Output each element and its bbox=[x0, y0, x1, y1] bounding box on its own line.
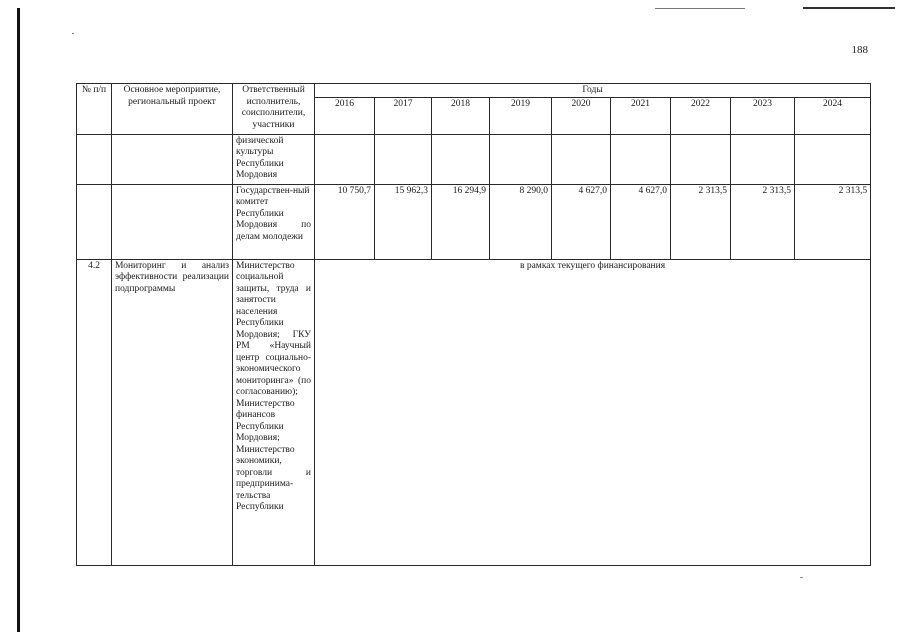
cell-value: 4 627,0 bbox=[611, 184, 671, 259]
cell-executor: Министерство социальной защиты, труда и занятости населения Республики Мордовия; ГКУ РМ «Научный центр социально-экономического мониторинга» (по согласованию); Министерство финансов Республики Мордовия; Министерство экономики, торговли и предпринима-тельства Республики bbox=[233, 259, 315, 565]
header-year: 2017 bbox=[375, 97, 432, 134]
cell-value bbox=[795, 134, 871, 184]
cell-value: 2 313,5 bbox=[795, 184, 871, 259]
cell-value bbox=[552, 134, 611, 184]
header-row bbox=[77, 84, 871, 98]
cell-value bbox=[490, 134, 552, 184]
cell-value bbox=[315, 134, 375, 184]
cell-value: 2 313,5 bbox=[671, 184, 731, 259]
cell-activity: Мониторинг и анализ эффективности реализации подпрограммы bbox=[112, 259, 233, 565]
cell-value: 4 627,0 bbox=[552, 184, 611, 259]
cell-value: 2 313,5 bbox=[731, 184, 795, 259]
cell-value bbox=[611, 134, 671, 184]
header-year: 2021 bbox=[611, 97, 671, 134]
cell-executor: физической культуры Республики Мордовия bbox=[233, 134, 315, 184]
header-years: Годы bbox=[315, 84, 871, 98]
cell-value bbox=[671, 134, 731, 184]
header-year: 2020 bbox=[552, 97, 611, 134]
page-number: 188 bbox=[851, 44, 868, 56]
cell-value bbox=[731, 134, 795, 184]
cell-activity bbox=[112, 134, 233, 184]
program-table bbox=[76, 83, 871, 566]
cell-num bbox=[77, 184, 112, 259]
scan-artifact-line bbox=[803, 7, 895, 9]
header-year: 2019 bbox=[490, 97, 552, 134]
scan-speck bbox=[800, 577, 803, 578]
header-activity: Основное мероприятие, региональный проект bbox=[112, 84, 233, 135]
header-year: 2023 bbox=[731, 97, 795, 134]
cell-value: 10 750,7 bbox=[315, 184, 375, 259]
cell-value: 15 962,3 bbox=[375, 184, 432, 259]
cell-num bbox=[77, 134, 112, 184]
header-year: 2022 bbox=[671, 97, 731, 134]
scan-speck bbox=[72, 33, 74, 34]
header-year: 2016 bbox=[315, 97, 375, 134]
header-num: № п/п bbox=[77, 84, 112, 135]
scan-edge bbox=[17, 8, 20, 632]
table-row bbox=[77, 184, 871, 259]
table-row bbox=[77, 259, 871, 565]
table-row bbox=[77, 134, 871, 184]
cell-num: 4.2 bbox=[77, 259, 112, 565]
cell-funding-note: в рамках текущего финансирования bbox=[315, 259, 871, 565]
cell-value bbox=[432, 134, 490, 184]
cell-executor: Государствен-ный комитет Республики Мордовия по делам молодежи bbox=[233, 184, 315, 259]
header-year: 2024 bbox=[795, 97, 871, 134]
header-year: 2018 bbox=[432, 97, 490, 134]
cell-activity bbox=[112, 184, 233, 259]
cell-value: 16 294,9 bbox=[432, 184, 490, 259]
cell-value: 8 290,0 bbox=[490, 184, 552, 259]
header-executor: Ответственный исполнитель, соисполнители, участники bbox=[233, 84, 315, 135]
scan-artifact-line bbox=[655, 8, 745, 9]
cell-value bbox=[375, 134, 432, 184]
